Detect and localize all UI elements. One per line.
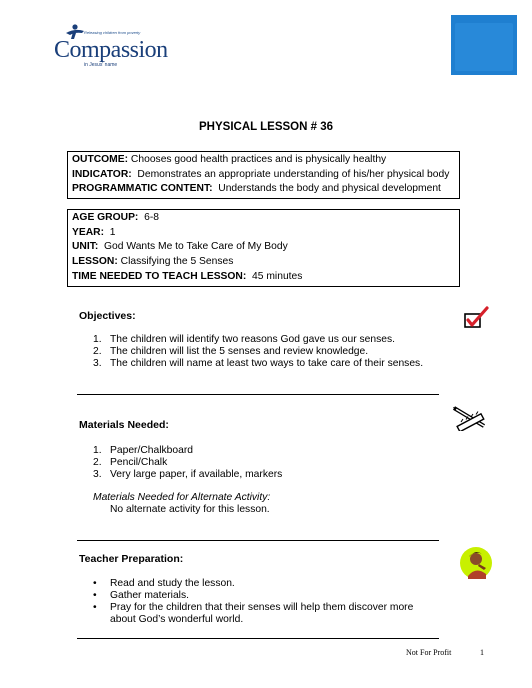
time-label: TIME NEEDED TO TEACH LESSON: bbox=[72, 270, 247, 282]
alt-activity-heading: Materials Needed for Alternate Activity: bbox=[93, 492, 271, 503]
footer-text: Not For Profit bbox=[406, 648, 452, 657]
year-row bbox=[72, 226, 455, 241]
lesson-value: Classifying the 5 Senses bbox=[117, 256, 234, 268]
list-number: 3. bbox=[93, 358, 102, 369]
blue-decoration bbox=[451, 15, 517, 75]
unit-value: God Wants Me to Take Care of My Body bbox=[98, 241, 288, 253]
material-item-text: Paper/Chalkboard bbox=[110, 445, 193, 456]
age-group-row bbox=[72, 211, 455, 226]
logo-tagline: Releasing children from poverty bbox=[84, 30, 141, 35]
prep-item-text: Pray for the children that their senses will help them discover more bbox=[110, 602, 414, 613]
objective-item-text: The children will list the 5 senses and review knowledge. bbox=[110, 346, 369, 357]
unit-label: UNIT: bbox=[72, 241, 99, 253]
material-item bbox=[93, 457, 102, 468]
unit-row bbox=[72, 240, 455, 255]
prep-bullet: • bbox=[93, 590, 97, 601]
outcome-label: OUTCOME: bbox=[72, 154, 129, 165]
section-divider bbox=[77, 394, 439, 395]
programmatic-text: Understands the body and physical development bbox=[212, 183, 441, 195]
objective-item bbox=[93, 334, 102, 345]
time-value: 45 minutes bbox=[246, 270, 303, 282]
prep-item-text: Gather materials. bbox=[110, 590, 189, 601]
checkbox-icon bbox=[463, 306, 489, 330]
objectives-heading: Objectives: bbox=[79, 310, 136, 322]
material-item bbox=[93, 469, 102, 480]
prep-bullet: • bbox=[93, 578, 97, 589]
materials-heading: Materials Needed: bbox=[79, 419, 169, 431]
time-row bbox=[72, 270, 455, 285]
indicator-row bbox=[72, 168, 455, 183]
outcome-row bbox=[72, 153, 455, 168]
age-group-label: AGE GROUP: bbox=[72, 212, 139, 223]
teacher-icon bbox=[459, 546, 493, 580]
list-number: 2. bbox=[93, 346, 102, 357]
page-number: 1 bbox=[480, 648, 484, 657]
outcome-box bbox=[67, 151, 460, 199]
programmatic-row bbox=[72, 182, 455, 197]
list-number: 3. bbox=[93, 469, 102, 480]
section-divider bbox=[77, 540, 439, 541]
prep-item-continuation: about God’s wonderful world. bbox=[110, 614, 244, 625]
year-label: YEAR: bbox=[72, 226, 105, 238]
age-group-value: 6-8 bbox=[138, 212, 159, 223]
prep-bullet: • bbox=[93, 602, 97, 613]
objective-item bbox=[93, 358, 102, 369]
objective-item-text: The children will name at least two ways to take care of their senses. bbox=[110, 358, 424, 369]
indicator-text: Demonstrates an appropriate understanding of his/her physical body bbox=[131, 168, 450, 180]
lesson-label: LESSON: bbox=[72, 256, 118, 268]
material-item-text: Very large paper, if available, markers bbox=[110, 469, 283, 480]
list-number: 1. bbox=[93, 445, 102, 456]
lesson-info-box bbox=[67, 209, 460, 287]
programmatic-label: PROGRAMMATIC CONTENT: bbox=[72, 183, 213, 195]
preparation-heading: Teacher Preparation: bbox=[79, 553, 184, 565]
lesson-row bbox=[72, 255, 455, 270]
logo-subline: in Jesus' name bbox=[84, 62, 118, 68]
prep-item-text: Read and study the lesson. bbox=[110, 578, 235, 589]
section-divider bbox=[77, 638, 439, 639]
material-item-text: Pencil/Chalk bbox=[110, 457, 168, 468]
objective-item-text: The children will identify two reasons God gave us our senses. bbox=[110, 334, 396, 345]
alt-activity-text: No alternate activity for this lesson. bbox=[110, 504, 270, 515]
objective-item bbox=[93, 346, 102, 357]
logo-wordmark: Compassion bbox=[54, 37, 168, 63]
outcome-text: Chooses good health practices and is physically healthy bbox=[128, 154, 387, 165]
pencil-ruler-icon bbox=[451, 405, 487, 431]
lesson-title: PHYSICAL LESSON # 36 bbox=[199, 121, 333, 133]
list-number: 1. bbox=[93, 334, 102, 345]
list-number: 2. bbox=[93, 457, 102, 468]
compassion-logo bbox=[54, 24, 168, 68]
material-item bbox=[93, 445, 102, 456]
indicator-label: INDICATOR: bbox=[72, 168, 132, 180]
year-value: 1 bbox=[104, 226, 116, 238]
